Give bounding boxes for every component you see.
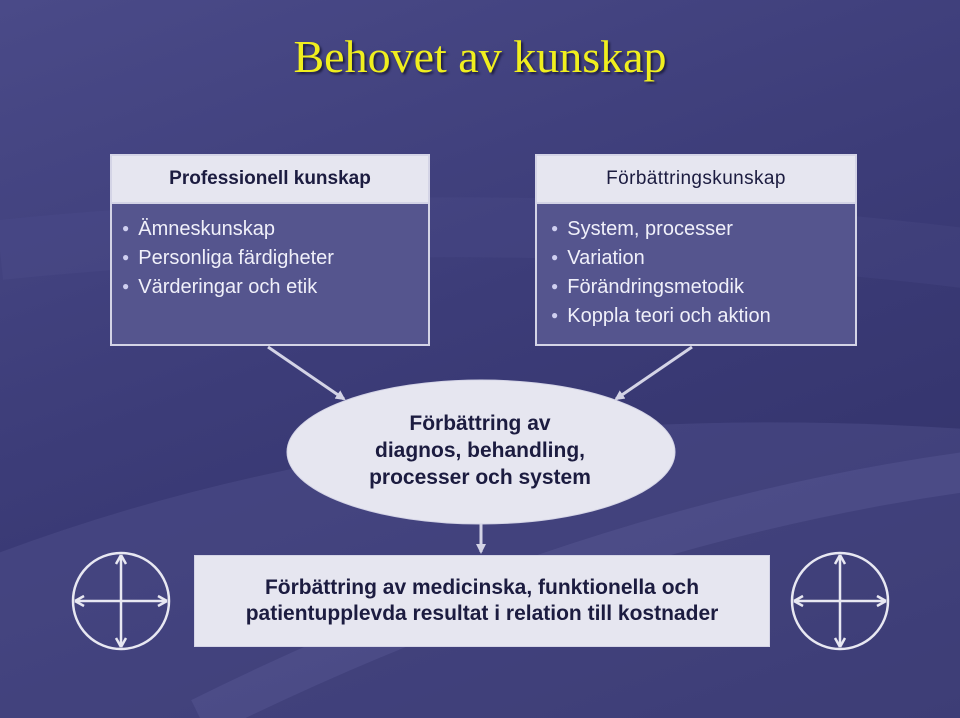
list-item: ● Variation [551, 247, 645, 269]
arrow-right-to-center [616, 347, 692, 399]
bullet-icon: ● [551, 250, 559, 264]
center-line-2: diagnos, behandling, [375, 439, 585, 462]
outcome-text [246, 575, 719, 627]
bullet-icon: ● [551, 221, 559, 235]
bullet-icon: ● [551, 308, 559, 322]
center-line-3: processer och system [369, 466, 591, 489]
list-item: ● Värderingar och etik [122, 276, 318, 298]
list-item: ● Ämneskunskap [122, 218, 275, 240]
outcome-box [194, 555, 770, 647]
bullet-icon: ● [551, 279, 559, 293]
outcome-line-1: Förbättring av medicinska, funktionella och [264, 576, 700, 599]
professional-knowledge-heading: Professionell kunskap [112, 156, 428, 204]
bullet-icon: ● [122, 221, 130, 235]
bullet-icon: ● [122, 250, 130, 264]
arrow-left-to-center [268, 347, 344, 399]
center-line-1: Förbättring av [409, 412, 551, 435]
outcome-line-2: patientupplevda resultat i relation till kostnader [245, 602, 719, 625]
list-item: ● Förändringsmetodik [551, 276, 744, 298]
bullet-icon: ● [122, 279, 130, 293]
list-item: ● Koppla teori och aktion [551, 305, 771, 327]
improvement-knowledge-heading: Förbättringskunskap [537, 156, 855, 204]
page-title: Behovet av kunskap [293, 31, 667, 82]
compass-icon-left [73, 553, 169, 649]
list-item: ● System, processer [551, 218, 733, 240]
center-ellipse-text [300, 410, 660, 491]
compass-icon-right [792, 553, 888, 649]
list-item: ● Personliga färdigheter [122, 247, 334, 269]
